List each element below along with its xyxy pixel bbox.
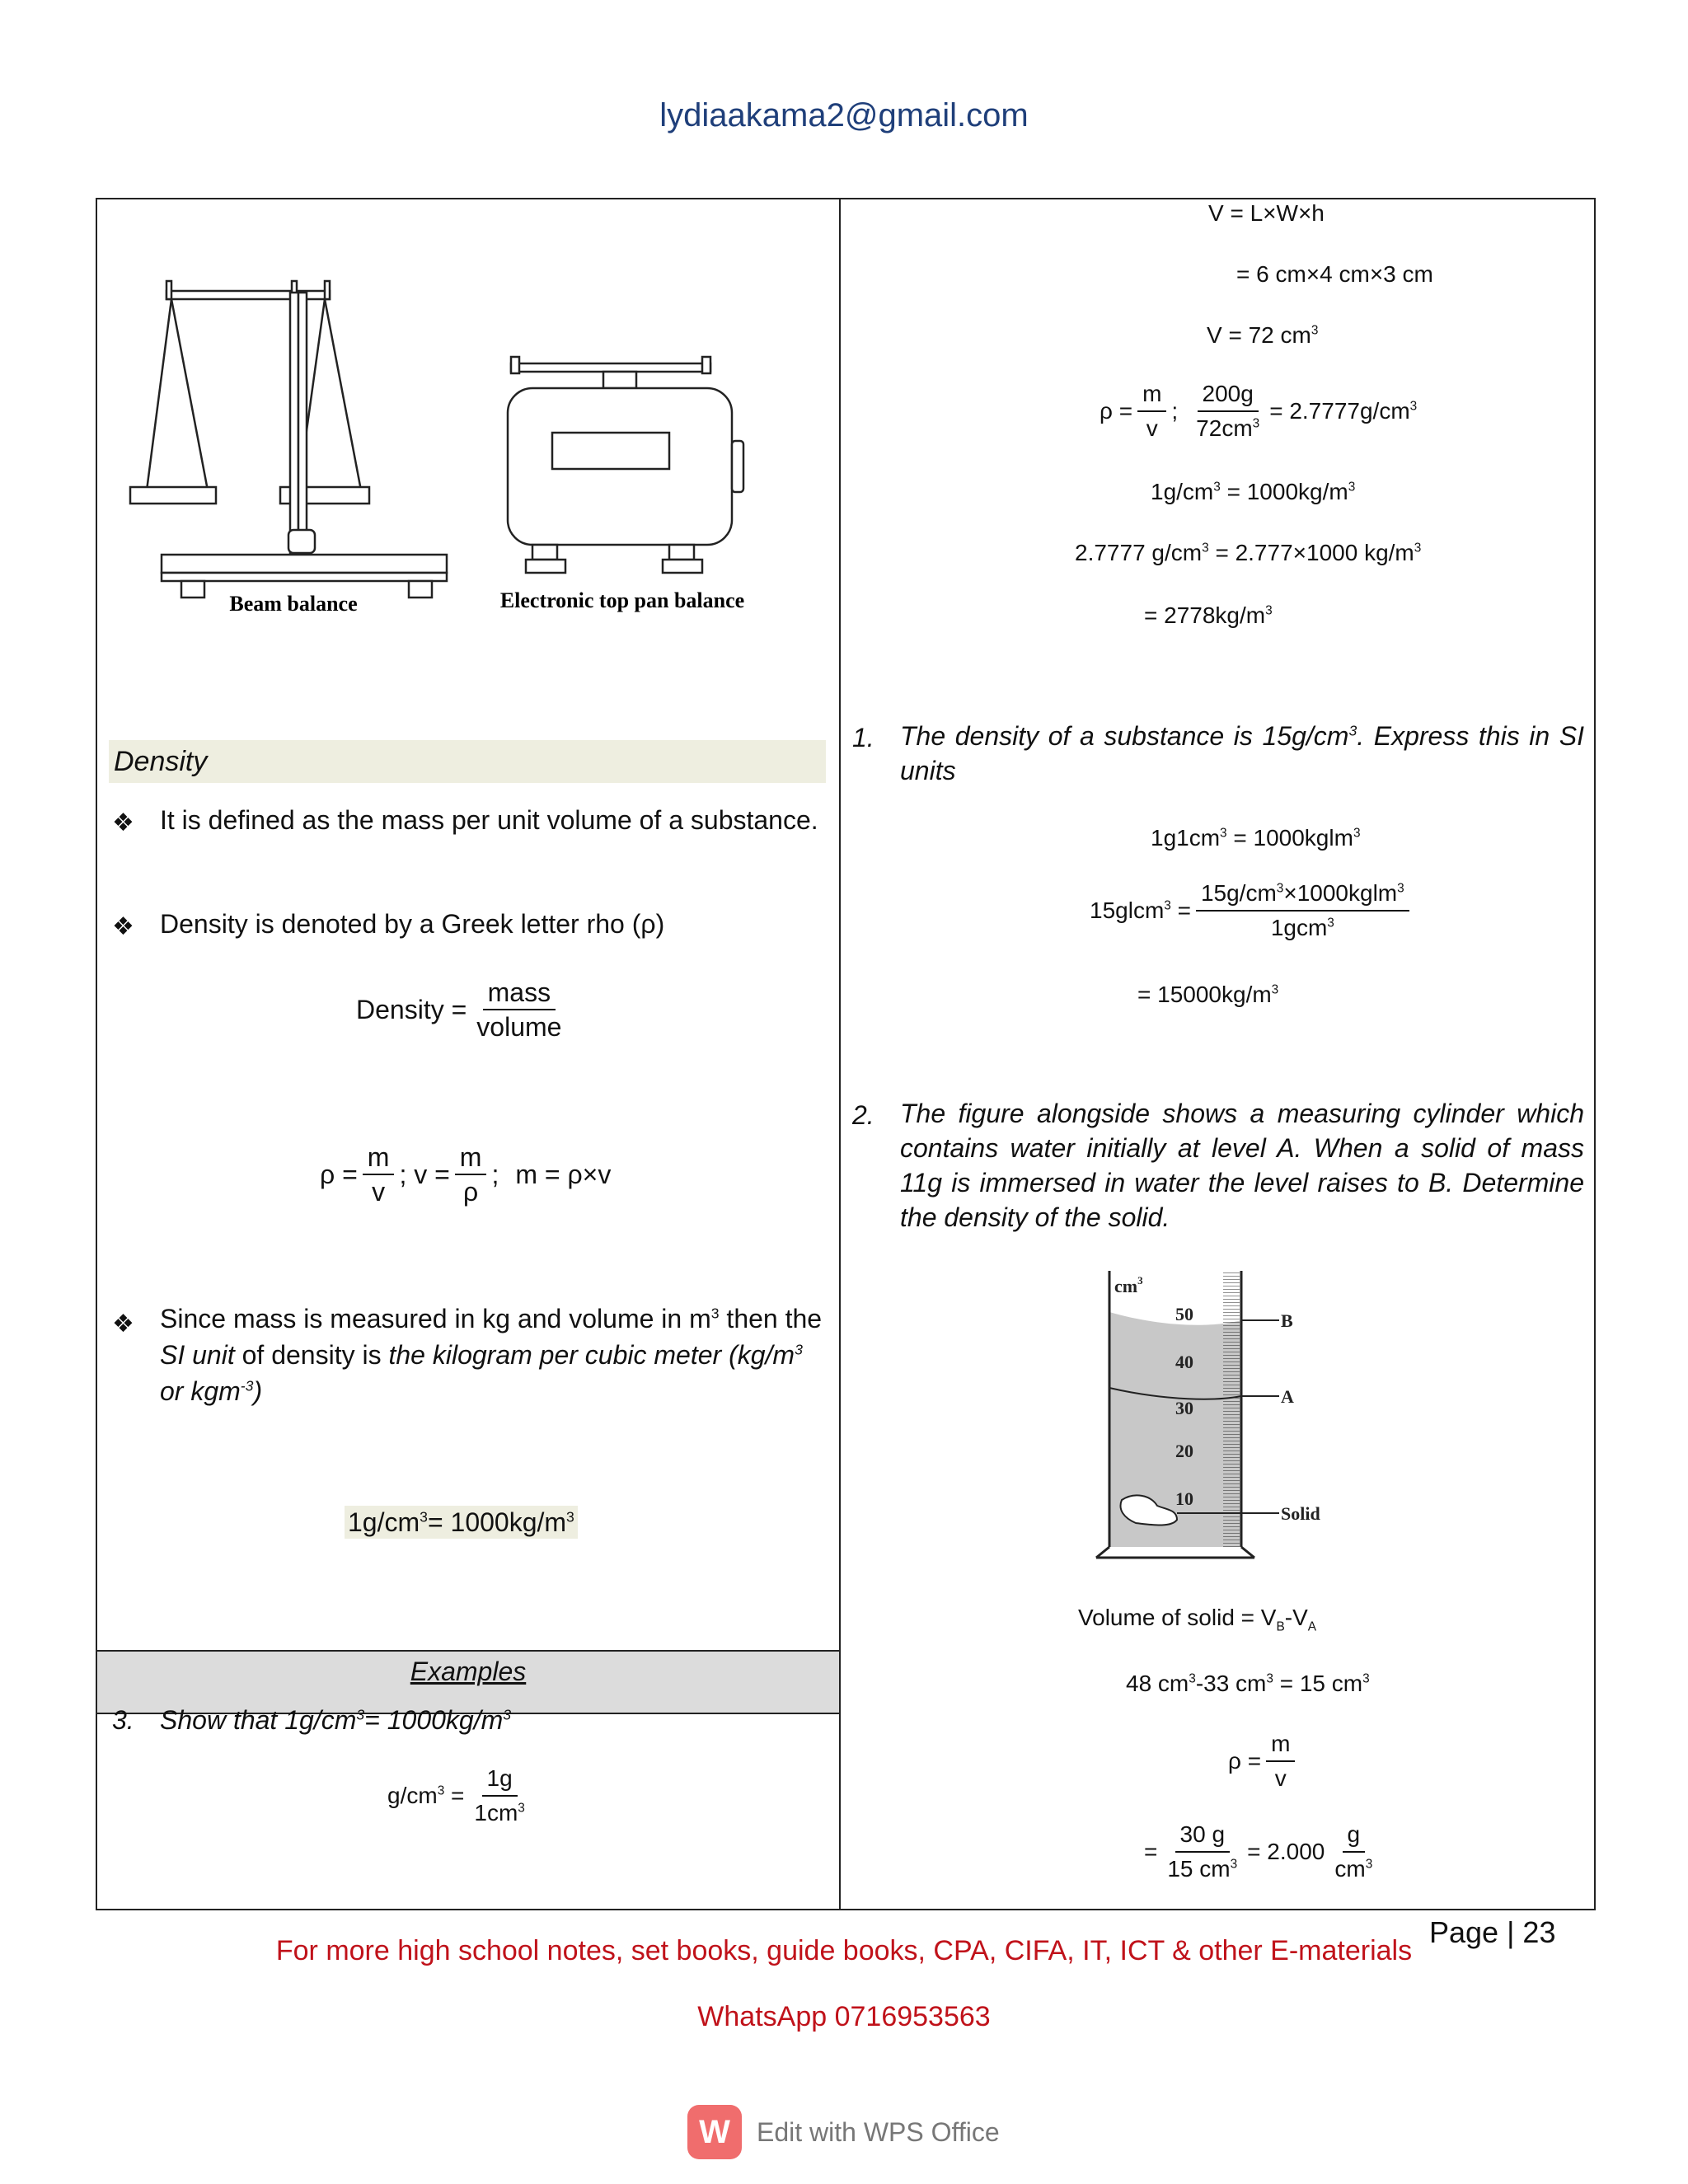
wps-edit-label: Edit with WPS Office bbox=[757, 2116, 1000, 2147]
density-heading: Density bbox=[109, 740, 826, 783]
volume-result: V = 72 $cm^3$ bbox=[1207, 322, 1319, 348]
conversion-note: $1g/cm^3= 1000kg/m^3$ bbox=[345, 1503, 578, 1541]
level-a-label: A bbox=[1281, 1386, 1294, 1407]
q2-number: 2. bbox=[852, 1100, 874, 1130]
q3-working: $g/cm^3$ = $\frac{1g}{1cm^3}$ bbox=[387, 1762, 535, 1830]
volume-calc: 48 $cm^3-33$ $cm^3 = 15$ $cm^3$ bbox=[1126, 1671, 1370, 1696]
formula-numerator: mass bbox=[483, 976, 556, 1010]
beam-balance-label: Beam balance bbox=[229, 592, 358, 616]
density-calc: ρ = $\frac{m}{v}$ ; $\frac{200g}{72cm^3}$ = $2.7777g/cm^3$ bbox=[1100, 377, 1417, 445]
tick-label-30: 30 bbox=[1175, 1398, 1193, 1418]
formula-denominator: volume bbox=[476, 1012, 562, 1042]
tick-label-10: 10 bbox=[1175, 1488, 1193, 1509]
rho-lhs: ρ = bbox=[320, 1160, 358, 1189]
conversion-line-1: $1g/cm^3 = 1000kg/m^3$ bbox=[1151, 479, 1356, 504]
q1-step-3: = $15000kg/m^3$ bbox=[1137, 982, 1279, 1007]
bullet-icon: ❖ bbox=[112, 913, 134, 940]
header-email: lydiaakama2@gmail.com bbox=[659, 97, 1029, 134]
q1-step-2: 15glcm$^3$ = $\frac{15g/cm^3\times 1000kglm^3}{1gcm^3}$ bbox=[1090, 877, 1414, 944]
frac-rho: ρ bbox=[463, 1177, 479, 1207]
q2-text: The figure alongside shows a measuring cylinder which contains water initially at level A. When a solid of mass 11g is immersed in water the level raises to B. Determine the density of the solid. bbox=[900, 1099, 1584, 1232]
column-divider bbox=[839, 198, 841, 1910]
tick-label-20: 20 bbox=[1175, 1441, 1193, 1461]
volume-formula: V = L×W×h bbox=[1208, 200, 1325, 226]
density-formula bbox=[356, 976, 571, 1043]
rho-formula-2: ρ = $\frac{m}{v}$ bbox=[1228, 1727, 1300, 1795]
separator: ; bbox=[491, 1160, 499, 1189]
promo-line: For more high school notes, set books, guide books, CPA, CIFA, IT, ICT & other E-materials bbox=[275, 1935, 1413, 1966]
tick-label-50: 50 bbox=[1175, 1304, 1193, 1324]
cylinder-unit: cm bbox=[1114, 1276, 1138, 1296]
frac-v: v bbox=[372, 1177, 386, 1207]
electronic-balance-label: Electronic top pan balance bbox=[499, 588, 745, 612]
whatsapp-line[interactable]: WhatsApp 0716953563 bbox=[697, 2001, 991, 2032]
measuring-cylinder-figure bbox=[1085, 1263, 1348, 1576]
volume-values: = 6 cm×4 cm×3 cm bbox=[1236, 261, 1433, 287]
bullet-rho: Density is denoted by a Greek letter rho (ρ) bbox=[160, 909, 665, 939]
frac-m: m bbox=[363, 1141, 395, 1175]
q1-text: The density of a substance is $15g/cm^3$. Express this in SI units bbox=[900, 721, 1585, 785]
solid-label: Solid bbox=[1281, 1503, 1320, 1524]
final-answer: = $\frac{30 g}{15 cm^3}$ = 2.000 $\frac{g}{cm^3}$ bbox=[1144, 1818, 1382, 1886]
rho-formulas bbox=[320, 1141, 611, 1208]
density-formula-label: Density = bbox=[356, 995, 467, 1024]
mass-formula: m = ρ×v bbox=[515, 1160, 612, 1189]
level-b-label: B bbox=[1281, 1310, 1293, 1331]
q3-number: 3. bbox=[112, 1705, 134, 1735]
conversion-line-3: = $2778kg/m^3$ bbox=[1144, 602, 1273, 628]
wps-edit-button[interactable] bbox=[687, 2103, 1000, 2161]
bullet-definition: It is defined as the mass per unit volume of a substance. bbox=[160, 805, 818, 835]
v-lhs: ; v = bbox=[399, 1160, 450, 1189]
examples-heading: Examples bbox=[97, 1650, 839, 1714]
conversion-line-2: 2.7777 $g/cm^3 = 2.777\times 1000$ $kg/m^3$ bbox=[1075, 540, 1422, 565]
bullet-si-unit: Since mass is measured in kg and volume in $m^3$ then the SI unit of density is the kilogram per cubic meter ($kg/m^3$ or kgm$^{-3}$) bbox=[160, 1304, 823, 1406]
q3-text: Show that $1g/cm^3= 1000kg/m^3$ bbox=[160, 1705, 512, 1735]
q1-number: 1. bbox=[852, 723, 874, 752]
q1-step-1: $1g1cm^3$ = 1000kglm$^3$ bbox=[1151, 825, 1361, 851]
volume-of-solid: Volume of solid = $V_B-V_A$ bbox=[1078, 1605, 1317, 1634]
page-number: Page | 23 bbox=[1429, 1915, 1556, 1949]
balances-figure bbox=[115, 268, 758, 630]
frac-m: m bbox=[455, 1141, 487, 1175]
bullet-icon: ❖ bbox=[112, 809, 134, 837]
wps-logo-icon: W bbox=[687, 2105, 742, 2159]
tick-label-40: 40 bbox=[1175, 1352, 1193, 1372]
svg-text:cm3: $cm^3$ bbox=[1114, 1274, 1143, 1296]
bullet-icon: ❖ bbox=[112, 1310, 134, 1338]
